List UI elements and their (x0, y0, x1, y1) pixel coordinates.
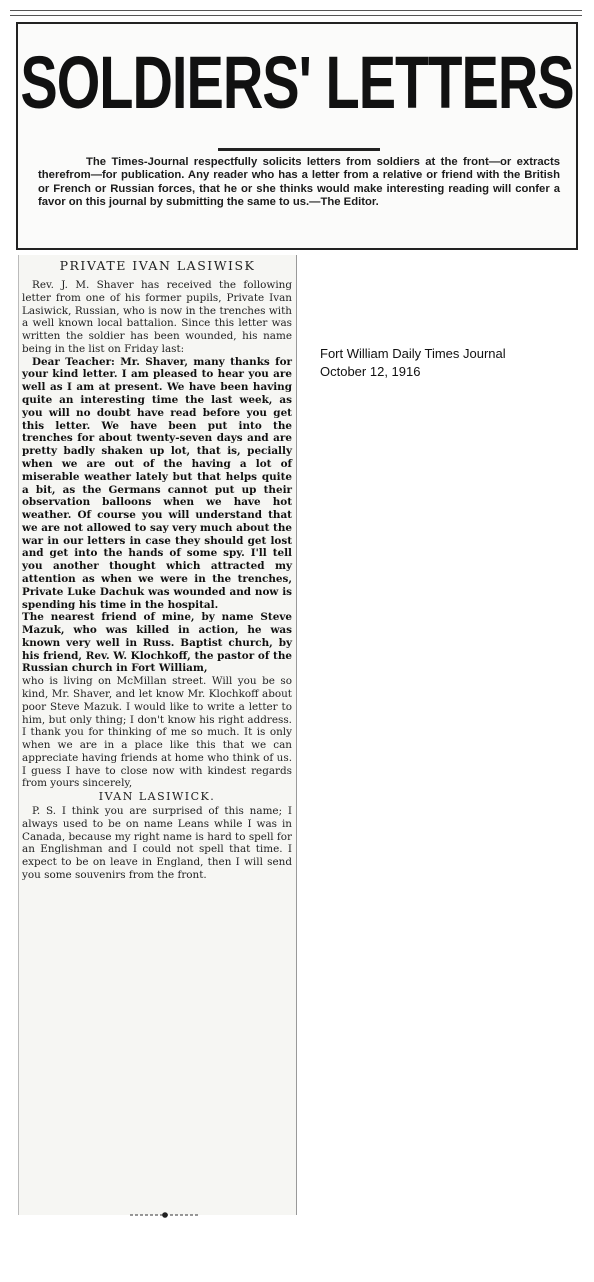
source-caption (320, 345, 570, 381)
article-column (18, 255, 297, 1215)
article-body (22, 279, 292, 882)
article-headline: PRIVATE IVAN LASIWISK (59, 258, 256, 273)
header-top-rule (10, 10, 582, 16)
section-header-box (16, 22, 578, 250)
column-left-rule (18, 255, 19, 1215)
letter-paragraph-1: Dear Teacher: Mr. Shaver, many thanks for your kind letter. I am pleased to hear you are well as I am at present. We have been having quite an interesting time the last week, as you will no doubt have read before you get this letter. We have been put into the trenches for about twenty-seven days and are pretty badly shaken up lot, that is, pecially when we are out of the having a lot of miserable weather lately but that helps quite a bit, as the Germans cannot put up their observation balloons when we have hot weather. Of course you will understand that we are not allowed to say very much about the war in our letters in case they should get lost and get into the hands of some spy. I'll tell you another thought which attracted my attention as when we were in the trenches, Private Luke Dachuk was wounded and now is spending his time in the hospital. (22, 355, 292, 611)
letter-paragraph-3: who is living on McMillan street. Will you be so kind, Mr. Shaver, and let know Mr. Klochkoff about poor Steve Mazuk. I would like to write a letter to him, but only thing; I don't know his right address. I thank you for thinking of me so much. It is only when we are in a place like this that we can appreciate having friends at home who think of us. I guess I have to close now with kindest regards from yours sincerely, (22, 675, 292, 790)
letter-signature: IVAN LASIWICK. (98, 790, 216, 804)
header-separator-rule (218, 148, 380, 151)
section-title: SOLDIERS' LETTERS (20, 40, 574, 124)
postscript-paragraph: P. S. I think you are surprised of this name; I always used to be on name Leans while I was in Canada, because my right name is hard to spell for an Englishman and I could not spell that time. I expect to be on leave in England, then I will send you some souvenirs from the front. (22, 805, 292, 881)
article-intro-paragraph: Rev. J. M. Shaver has received the following letter from one of his former pupils, Private Ivan Lasiwick, Russian, who is now in the trenches with a well known local battalion. Since this letter was written the soldier has been wounded, his name being in the list on Friday last: (22, 279, 292, 355)
editor-notice: The Times-Journal respectfully solicits letters from soldiers at the front—or extracts therefrom—for publication. Any reader who has a letter from a relative or friend with the British or French or Russian forces, that he or she thinks would make interesting reading will confer a favor on this journal by submitting the same to us.—The Editor. (38, 156, 560, 209)
column-right-rule (296, 255, 297, 1215)
end-ornament (130, 1212, 200, 1218)
caption-date: October 12, 1916 (320, 364, 421, 379)
letter-paragraph-2: The nearest friend of mine, by name Steve Mazuk, who was killed in action, he was known very well in Russ. Baptist church, by his friend, Rev. W. Klochkoff, the pastor of the Russian church in Fort William, (22, 611, 292, 675)
caption-publication: Fort William Daily Times Journal (320, 346, 506, 361)
